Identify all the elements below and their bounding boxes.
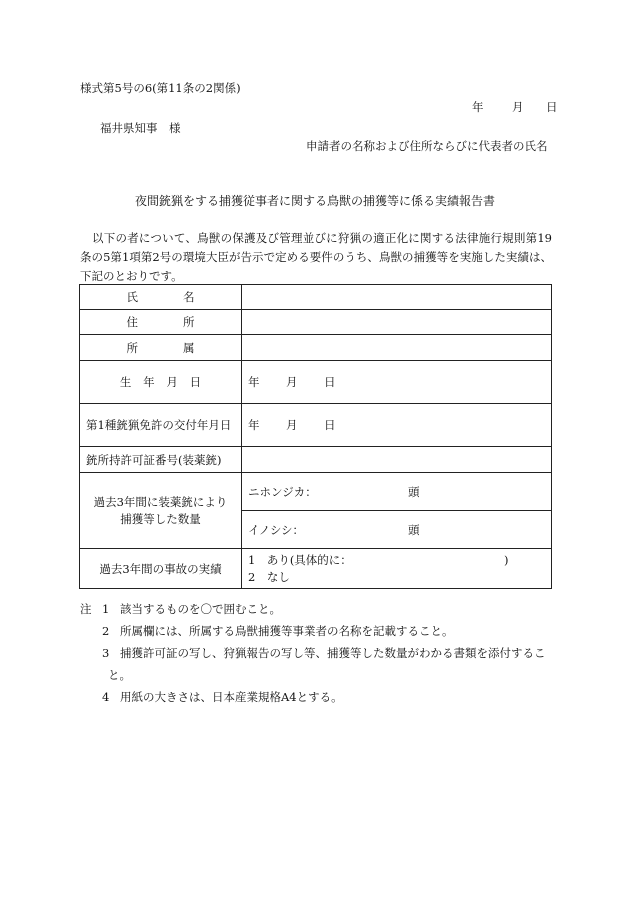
birthdate-label: 生 年 月 日	[80, 361, 242, 404]
notes-lead: 注	[80, 602, 92, 616]
note-item: 4 用紙の大きさは、日本産業規格A4とする。	[102, 690, 343, 704]
permit-number-label: 銃所持許可証番号(装薬銃)	[80, 447, 242, 473]
report-date	[472, 99, 558, 115]
birthdate-value-field[interactable]: 年 月 日	[242, 361, 552, 404]
row-capture-deer	[80, 473, 552, 511]
name-value-field[interactable]	[242, 285, 552, 310]
intro-paragraph	[80, 229, 552, 286]
address-value-field[interactable]	[242, 310, 552, 335]
intro-text: 以下の者について、鳥獣の保護及び管理並びに狩猟の適正化に関する法律施行規則第19条の5第1項第2号の環境大臣が告示で定める要件のうち、鳥獣の捕獲等を実施した実績は、下記のとおりです。	[80, 231, 552, 283]
row-name	[80, 285, 552, 310]
note-item-continued: と。	[108, 668, 131, 682]
license-date-value-field[interactable]: 年 月 日	[242, 404, 552, 447]
applicant-caption: 申請者の名称および住所ならびに代表者の氏名	[306, 139, 548, 153]
note-item: 3 捕獲許可証の写し、狩猟報告の写し等、捕獲等した数量がわかる書類を添付するこ	[102, 646, 546, 660]
row-license-date	[80, 404, 552, 447]
row-accidents	[80, 549, 552, 589]
form-identifier: 様式第5号の6(第11条の2関係)	[80, 81, 241, 95]
document-title: 夜間銃猟をする捕獲従事者に関する鳥獣の捕獲等に係る実績報告書	[134, 194, 495, 208]
row-affiliation	[80, 335, 552, 361]
row-address	[80, 310, 552, 335]
affiliation-label: 所 属	[80, 335, 242, 361]
boar-count-field[interactable]: イノシシ： 頭	[242, 511, 552, 549]
deer-count-field[interactable]: ニホンジカ： 頭	[242, 473, 552, 511]
date-day: 日	[546, 100, 558, 114]
accident-option-yes[interactable]: 1 あり(具体的に：	[248, 552, 352, 567]
note-item: 2 所属欄には、所属する鳥獣捕獲等事業者の名称を記載すること。	[102, 624, 454, 638]
capture-count-label: 過去3年間に装薬銃により 捕獲等した数量	[80, 473, 242, 549]
name-label: 氏 名	[80, 285, 242, 310]
record-table	[79, 284, 552, 589]
accident-label: 過去3年間の事故の実績	[80, 549, 242, 589]
address-label: 住 所	[80, 310, 242, 335]
permit-number-value-field[interactable]	[242, 447, 552, 473]
accident-option-no[interactable]: 2 なし	[248, 569, 290, 584]
date-year: 年	[472, 100, 484, 114]
row-birthdate	[80, 361, 552, 404]
date-month: 月	[512, 100, 524, 114]
accident-value-field[interactable]: 1 あり(具体的に： ) 2 なし	[242, 549, 552, 589]
license-date-label: 第1種銃猟免許の交付年月日	[80, 404, 242, 447]
addressee: 福井県知事 様	[100, 121, 181, 135]
affiliation-value-field[interactable]	[242, 335, 552, 361]
note-item: 注 1 該当するものを〇で囲むこと。	[80, 598, 554, 620]
row-permit-number	[80, 447, 552, 473]
notes-section	[80, 598, 554, 708]
